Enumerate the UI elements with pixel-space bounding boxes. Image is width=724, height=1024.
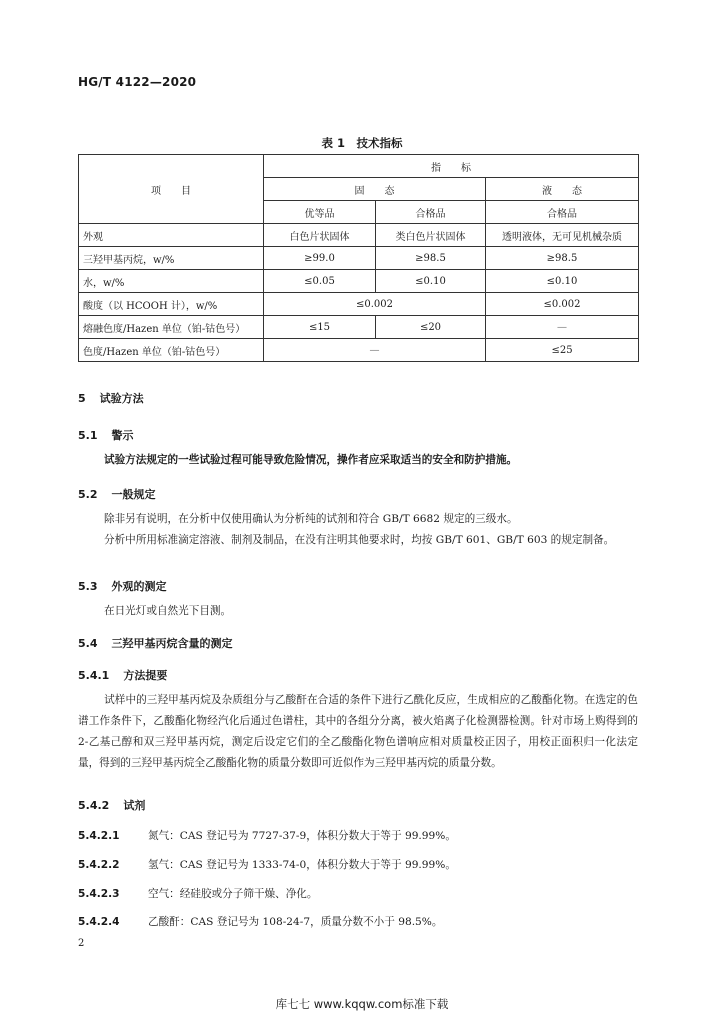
section-heading xyxy=(78,427,134,443)
table-row xyxy=(79,224,639,247)
section-number: 5.1 xyxy=(78,429,98,442)
row-item: 外观 xyxy=(79,224,264,247)
table-title: 表 1 技术指标 xyxy=(321,136,403,150)
cell: ≥98.5 xyxy=(486,247,639,270)
section-heading xyxy=(78,486,156,502)
table-row xyxy=(79,316,639,339)
cell: 类白色片状固体 xyxy=(376,224,486,247)
row-item: 三羟甲基丙烷，w/% xyxy=(79,247,264,270)
paragraph xyxy=(78,530,638,551)
section-title: 一般规定 xyxy=(111,488,156,501)
header-item: 项 目 xyxy=(79,155,264,224)
section-heading xyxy=(78,635,233,651)
cell: ≤0.002 xyxy=(486,293,639,316)
item-text: 氢气：CAS 登记号为 1333-74-0，体积分数大于等于 99.99%。 xyxy=(148,859,456,871)
section-heading xyxy=(78,578,167,594)
section-title: 方法提要 xyxy=(123,669,168,682)
section-number: 5.3 xyxy=(78,580,98,593)
paragraph-text: 分析中所用标准滴定溶液、制剂及制品，在没有注明其他要求时，均按 GB/T 601、GB/T 603 的规定制备。 xyxy=(104,534,615,546)
section-number: 5.2 xyxy=(78,488,98,501)
paragraph-text: 除非另有说明，在分析中仅使用确认为分析纯的试剂和符合 GB/T 6682 规定的三级水。 xyxy=(104,513,518,525)
cell: — xyxy=(264,339,486,362)
cell: ≤0.10 xyxy=(486,270,639,293)
section-title: 试剂 xyxy=(123,799,146,812)
section-heading xyxy=(78,667,167,683)
cell: ≤0.05 xyxy=(264,270,376,293)
row-item: 酸度（以 HCOOH 计），w/% xyxy=(79,293,264,316)
section-heading xyxy=(78,390,144,406)
list-item xyxy=(78,886,318,901)
header-grade: 合格品 xyxy=(486,201,639,224)
table-row xyxy=(79,339,639,362)
row-item: 熔融色度/Hazen 单位（铂-钴色号） xyxy=(79,316,264,339)
item-text: 氮气：CAS 登记号为 7727-37-9，体积分数大于等于 99.99%。 xyxy=(148,830,456,842)
item-number: 5.4.2.2 xyxy=(78,859,120,871)
spec-table xyxy=(78,154,639,362)
item-number: 5.4.2.1 xyxy=(78,830,120,842)
item-number: 5.4.2.3 xyxy=(78,888,120,900)
cell: 透明液体，无可见机械杂质 xyxy=(486,224,639,247)
header-liquid: 液 态 xyxy=(486,178,639,201)
table-row xyxy=(79,270,639,293)
table-row xyxy=(79,247,639,270)
cell: — xyxy=(486,316,639,339)
header-indicator: 指 标 xyxy=(264,155,639,178)
table-header-row xyxy=(79,155,639,178)
cell: ≤0.10 xyxy=(376,270,486,293)
row-item: 色度/Hazen 单位（铂-钴色号） xyxy=(79,339,264,362)
section-number: 5.4.1 xyxy=(78,669,110,682)
section-title: 警示 xyxy=(111,429,134,442)
cell: ≤25 xyxy=(486,339,639,362)
section-number: 5.4 xyxy=(78,637,98,650)
cell: ≤20 xyxy=(376,316,486,339)
section-heading xyxy=(78,797,145,813)
paragraph-text: 在日光灯或自然光下目测。 xyxy=(104,605,232,617)
list-item xyxy=(78,914,442,929)
list-item xyxy=(78,857,456,872)
paragraph-text: 试样中的三羟甲基丙烷及杂质组分与乙酸酐在合适的条件下进行乙酰化反应，生成相应的乙酸酯化物。在选定的色谱工作条件下，乙酸酯化物经汽化后通过色谱柱，其中的各组分分离，被火焰离子化检测器检测。针对市场上购得到的 2-乙基己醇和双三羟甲基丙烷，测定后设定它们的全乙酸酯化物色谱响应相对质量校正因子，用校正面积归一化法定量，得到的三羟甲基丙烷全乙酸酯化物的质量分数即可近似作为三羟甲基丙烷的质量分数。 xyxy=(78,694,638,769)
list-item xyxy=(78,828,456,843)
watermark-footer: 库七七 www.kqqw.com标准下载 xyxy=(275,997,449,1011)
section-title: 三羟甲基丙烷含量的测定 xyxy=(111,637,233,650)
row-item: 水，w/% xyxy=(79,270,264,293)
cell: 白色片状固体 xyxy=(264,224,376,247)
header-grade: 优等品 xyxy=(264,201,376,224)
cell: ≥98.5 xyxy=(376,247,486,270)
cell: ≥99.0 xyxy=(264,247,376,270)
table-row xyxy=(79,293,639,316)
paragraph xyxy=(78,690,638,774)
cell: ≤0.002 xyxy=(264,293,486,316)
cell: ≤15 xyxy=(264,316,376,339)
item-text: 空气：经硅胶或分子筛干燥、净化。 xyxy=(148,888,318,900)
header-grade: 合格品 xyxy=(376,201,486,224)
section-number: 5.4.2 xyxy=(78,799,110,812)
section-title: 外观的测定 xyxy=(111,580,167,593)
item-number: 5.4.2.4 xyxy=(78,916,120,928)
warning-body: 试验方法规定的一些试验过程可能导致危险情况，操作者应采取适当的安全和防护措施。 xyxy=(104,454,518,466)
section-number: 5 xyxy=(78,392,86,405)
section-title: 试验方法 xyxy=(99,392,144,405)
paragraph xyxy=(78,509,638,530)
item-text: 乙酸酐：CAS 登记号为 108-24-7，质量分数不小于 98.5%。 xyxy=(148,916,443,928)
standard-code: HG/T 4122—2020 xyxy=(78,75,197,89)
header-solid: 固 态 xyxy=(264,178,486,201)
warning-text xyxy=(78,450,638,471)
paragraph xyxy=(78,601,638,622)
page-number: 2 xyxy=(78,938,85,949)
